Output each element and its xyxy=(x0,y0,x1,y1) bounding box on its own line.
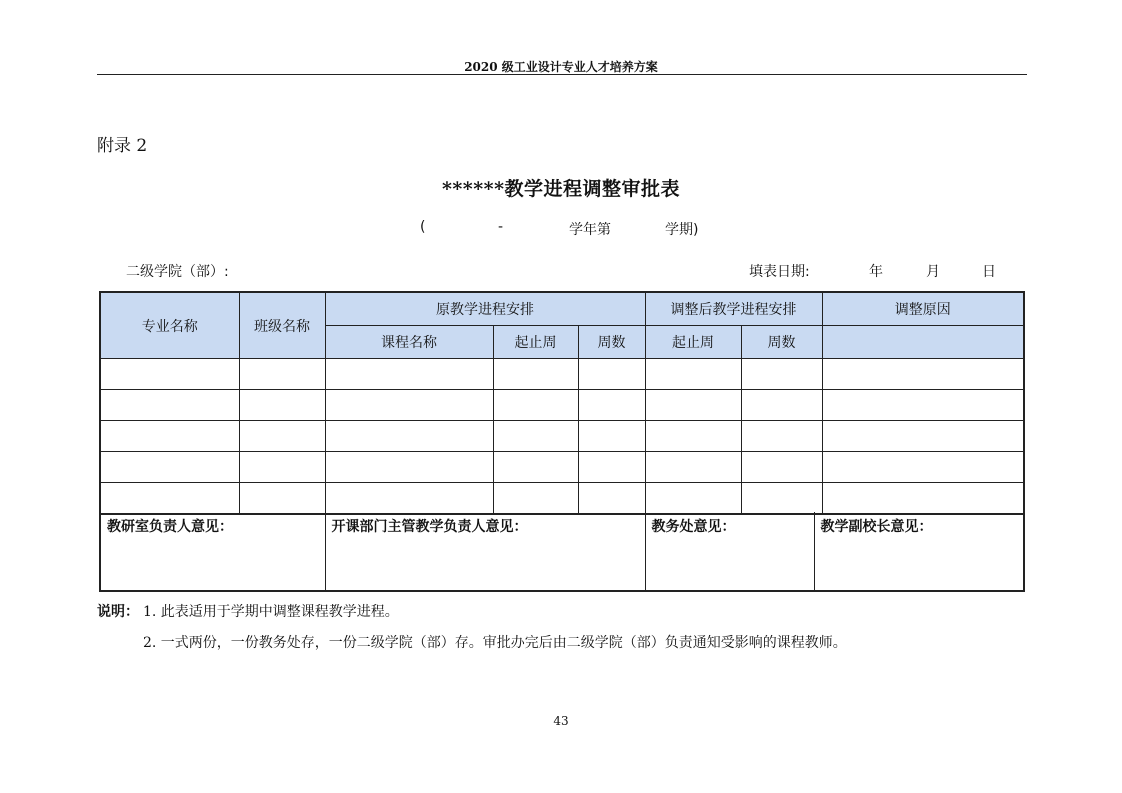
opinion-academic-affairs[interactable]: 教务处意见： xyxy=(645,512,814,591)
appendix-label: 附录 2 xyxy=(97,136,148,156)
cell-reason[interactable] xyxy=(822,483,1024,515)
cell-adj-weeks-count[interactable] xyxy=(741,390,822,421)
header-major: 专业名称 xyxy=(100,292,239,359)
table-row xyxy=(100,452,1024,483)
note-1: 1. 此表适用于学期中调整课程教学进程。 xyxy=(143,604,399,620)
cell-weeks-count[interactable] xyxy=(578,421,645,452)
cell-weeks-count[interactable] xyxy=(578,483,645,515)
term-label: 学期) xyxy=(665,222,699,238)
cell-major[interactable] xyxy=(100,359,239,390)
cell-reason[interactable] xyxy=(822,421,1024,452)
cell-course[interactable] xyxy=(325,483,493,515)
cell-weeks-range[interactable] xyxy=(493,452,578,483)
table-row xyxy=(100,390,1024,421)
table-row xyxy=(100,483,1024,515)
term-dash: - xyxy=(498,219,504,235)
date-year: 年 xyxy=(869,264,883,280)
header-reason-blank xyxy=(822,326,1024,359)
header-original-plan: 原教学进程安排 xyxy=(325,292,645,326)
page-number: 43 xyxy=(553,714,569,728)
table-row xyxy=(100,359,1024,390)
opinion-department-head[interactable]: 开课部门主管教学负责人意见： xyxy=(325,512,645,591)
date-day: 日 xyxy=(982,264,996,280)
opinion-teaching-office[interactable]: 教研室负责人意见： xyxy=(100,512,325,591)
cell-adj-weeks-count[interactable] xyxy=(741,359,822,390)
cell-course[interactable] xyxy=(325,421,493,452)
header-weeks-range: 起止周 xyxy=(493,326,578,359)
notes-label: 说明： xyxy=(97,604,139,620)
header-adjusted-plan: 调整后教学进程安排 xyxy=(645,292,822,326)
cell-class[interactable] xyxy=(239,359,325,390)
term-open-paren: ( xyxy=(420,219,426,235)
table-row xyxy=(100,421,1024,452)
cell-adj-weeks-range[interactable] xyxy=(645,452,741,483)
cell-class[interactable] xyxy=(239,483,325,515)
cell-weeks-count[interactable] xyxy=(578,452,645,483)
college-label: 二级学院（部）: xyxy=(126,264,229,280)
cell-adj-weeks-range[interactable] xyxy=(645,359,741,390)
cell-class[interactable] xyxy=(239,421,325,452)
header-rule xyxy=(97,74,1027,75)
cell-reason[interactable] xyxy=(822,452,1024,483)
fill-date-label: 填表日期: xyxy=(749,264,810,280)
cell-weeks-count[interactable] xyxy=(578,359,645,390)
cell-adj-weeks-range[interactable] xyxy=(645,421,741,452)
header-reason: 调整原因 xyxy=(822,292,1024,326)
cell-course[interactable] xyxy=(325,390,493,421)
header-weeks-count: 周数 xyxy=(578,326,645,359)
cell-major[interactable] xyxy=(100,390,239,421)
cell-class[interactable] xyxy=(239,390,325,421)
term-year-label: 学年第 xyxy=(569,222,611,238)
document-header-title: 2020 级工业设计专业人才培养方案 xyxy=(464,60,658,74)
cell-adj-weeks-range[interactable] xyxy=(645,483,741,515)
adjustment-table xyxy=(99,291,1025,515)
header-adjusted-weeks-range: 起止周 xyxy=(645,326,741,359)
header-class: 班级名称 xyxy=(239,292,325,359)
cell-reason[interactable] xyxy=(822,359,1024,390)
cell-major[interactable] xyxy=(100,421,239,452)
cell-major[interactable] xyxy=(100,483,239,515)
cell-weeks-range[interactable] xyxy=(493,359,578,390)
header-course-name: 课程名称 xyxy=(325,326,493,359)
cell-adj-weeks-count[interactable] xyxy=(741,421,822,452)
cell-course[interactable] xyxy=(325,359,493,390)
date-month: 月 xyxy=(926,264,940,280)
header-adjusted-weeks-count: 周数 xyxy=(741,326,822,359)
cell-adj-weeks-count[interactable] xyxy=(741,452,822,483)
cell-weeks-range[interactable] xyxy=(493,421,578,452)
cell-adj-weeks-count[interactable] xyxy=(741,483,822,515)
cell-weeks-range[interactable] xyxy=(493,483,578,515)
cell-reason[interactable] xyxy=(822,390,1024,421)
opinion-vice-principal[interactable]: 教学副校长意见： xyxy=(814,512,1024,591)
opinion-section xyxy=(99,512,1025,592)
cell-weeks-count[interactable] xyxy=(578,390,645,421)
cell-course[interactable] xyxy=(325,452,493,483)
cell-class[interactable] xyxy=(239,452,325,483)
cell-adj-weeks-range[interactable] xyxy=(645,390,741,421)
form-title: ******教学进程调整审批表 xyxy=(441,178,681,200)
cell-major[interactable] xyxy=(100,452,239,483)
cell-weeks-range[interactable] xyxy=(493,390,578,421)
note-2: 2. 一式两份，一份教务处存，一份二级学院（部）存。审批办完后由二级学院（部）负责通知受影响的课程教师。 xyxy=(143,635,847,651)
